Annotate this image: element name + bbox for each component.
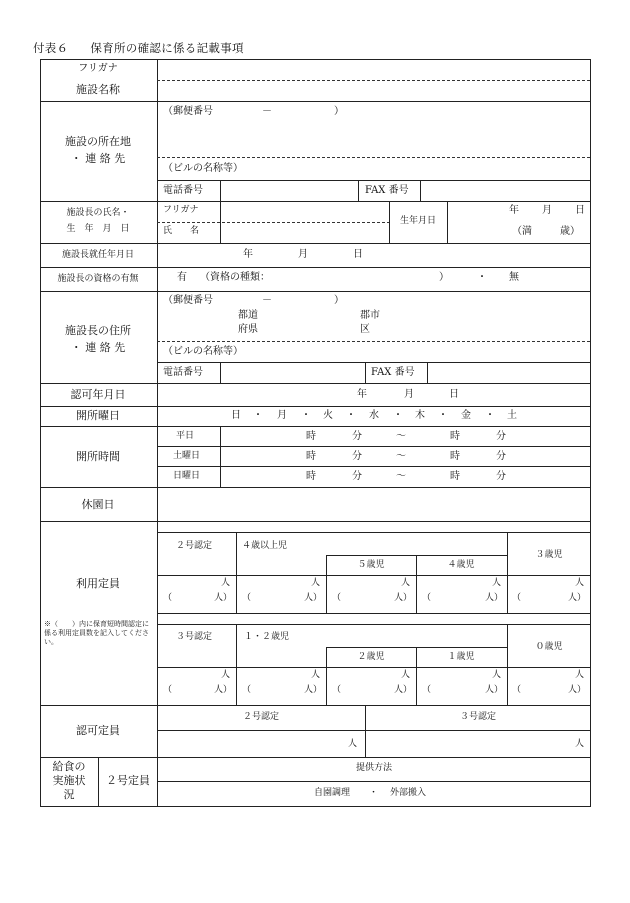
location-building-label: （ビルの名称等）: [163, 163, 243, 174]
approval-date-label: 認可年月日: [70, 388, 126, 401]
director-age-open: （満: [512, 226, 532, 237]
location-address-input[interactable]: [158, 120, 590, 156]
cap3-12-person: 人: [310, 670, 320, 680]
approval-month: 月: [404, 389, 414, 400]
cap2-total-person: 人: [220, 578, 230, 588]
form-title-text: 保育所の確認に係る記載事項: [90, 41, 244, 55]
director-name-label: 氏 名: [163, 226, 200, 236]
cap2-total-open: （: [163, 593, 173, 603]
qualification-no[interactable]: 無: [509, 272, 519, 283]
approved-cert3-label: ３号認定: [459, 712, 497, 722]
qualification-kind-label: （資格の種類：: [200, 272, 270, 283]
cap-age2-label: ２歳児: [357, 652, 385, 662]
cap3-age1-open: （: [422, 685, 432, 695]
address-label-2: ・ 連 絡 先: [70, 341, 126, 354]
capacity-label: 利用定員: [76, 577, 120, 590]
cap2-age5-short: 人）: [393, 593, 412, 603]
open-days-label: 開所曜日: [76, 409, 120, 422]
capacity-note: ※（ ）内に保育短時間認定に係る利用定員数を記入してください。: [44, 620, 149, 646]
cap3-total-short: 人）: [213, 685, 232, 695]
cap3-age0-short: 人）: [567, 685, 586, 695]
address-phone-input[interactable]: [221, 363, 365, 383]
hours-tilde: ～: [396, 431, 406, 442]
director-furigana-label: フリガナ: [163, 205, 199, 215]
address-ku: 区: [360, 324, 370, 335]
hours-hour: 時: [450, 431, 460, 442]
day-fri[interactable]: 金: [461, 410, 471, 421]
approval-day: 日: [449, 389, 459, 400]
day-wed[interactable]: 水: [369, 410, 379, 421]
cap-age0-label: ０歳児: [535, 642, 563, 652]
hours-minute: 分: [352, 471, 362, 482]
cap-age5-label: ５歳児: [357, 560, 385, 570]
hours-hour: 時: [306, 471, 316, 482]
hours-label: 開所時間: [76, 450, 120, 463]
day-sep: ・: [393, 410, 403, 421]
location-phone-input[interactable]: [221, 181, 358, 201]
hours-tilde: ～: [396, 471, 406, 482]
cap-age1-label: １歳児: [447, 652, 475, 662]
meals-sub-label: ２号定員: [106, 774, 150, 787]
cap-age4plus-label: ４歳以上児: [242, 541, 288, 551]
hours-hour: 時: [450, 471, 460, 482]
hours-minute: 分: [496, 471, 506, 482]
cap-cert2-label: ２号認定: [176, 541, 213, 551]
cap2-age3-person: 人: [574, 578, 584, 588]
qualification-close: ）: [439, 272, 449, 283]
cap2-4plus-short: 人）: [303, 593, 322, 603]
hours-hour: 時: [450, 451, 460, 462]
location-postal-close: ）: [334, 106, 344, 117]
day-tue[interactable]: 火: [323, 410, 333, 421]
holiday-input[interactable]: [158, 488, 590, 521]
hours-minute: 分: [352, 451, 362, 462]
cap2-age5-person: 人: [400, 578, 410, 588]
facility-name-input[interactable]: [158, 82, 590, 101]
day-mon[interactable]: 月: [277, 410, 287, 421]
hours-tilde: ～: [396, 451, 406, 462]
location-fax-label: FAX 番号: [365, 185, 409, 196]
director-name-input[interactable]: [221, 224, 389, 243]
approved-cert3-input[interactable]: [366, 731, 590, 757]
cap3-age0-person: 人: [574, 670, 584, 680]
cap2-age4-person: 人: [491, 578, 501, 588]
approved-cert2-person: 人: [348, 739, 358, 749]
form-number: 付表６: [33, 41, 69, 55]
appointment-label: 施設長就任年月日: [61, 250, 135, 260]
day-sep: ・: [301, 410, 311, 421]
approved-capacity-label: 認可定員: [76, 724, 120, 737]
location-phone-label: 電話番号: [163, 185, 203, 196]
address-phone-label: 電話番号: [163, 367, 203, 378]
meals-label-1: 給食の: [52, 760, 86, 773]
cap3-total-open: （: [163, 685, 173, 695]
location-postal-dash: －: [262, 106, 272, 117]
hours-hour: 時: [306, 451, 316, 462]
address-input[interactable]: [158, 309, 590, 340]
cap3-age0-open: （: [512, 685, 522, 695]
director-furigana-input[interactable]: [221, 202, 389, 222]
facility-furigana-label: フリガナ: [78, 63, 118, 74]
address-building-label: （ビルの名称等）: [163, 346, 243, 357]
hours-minute: 分: [496, 431, 506, 442]
approval-year: 年: [357, 389, 367, 400]
appointment-day: 日: [353, 249, 363, 260]
cap3-age1-short: 人）: [484, 685, 503, 695]
cap2-age3-short: 人）: [567, 593, 586, 603]
day-sep: ・: [253, 410, 263, 421]
hours-sunday-label: 日曜日: [173, 471, 201, 481]
qualification-label: 施設長の資格の有無: [57, 274, 139, 284]
cap2-4plus-person: 人: [310, 578, 320, 588]
qualification-dot: ・: [477, 272, 487, 283]
cap2-age5-open: （: [332, 593, 342, 603]
cap-cert3-label: ３号認定: [176, 632, 213, 642]
day-sun[interactable]: 日: [231, 410, 241, 421]
address-fuken: 府県: [238, 324, 258, 335]
day-thu[interactable]: 木: [415, 410, 425, 421]
cap2-age4-open: （: [422, 593, 432, 603]
meals-option-dot: ・: [369, 788, 379, 798]
director-birth-month: 月: [542, 205, 552, 216]
address-postal-dash: －: [262, 295, 272, 306]
location-postal-label: （郵便番号: [163, 106, 213, 117]
day-sep: ・: [438, 410, 448, 421]
meals-option-outside[interactable]: 外部搬入: [390, 788, 427, 798]
director-label-2: 生 年 月 日: [66, 224, 130, 234]
meals-option-self[interactable]: 自園調理: [314, 788, 351, 798]
cap2-4plus-open: （: [242, 593, 252, 603]
appointment-year: 年: [243, 249, 253, 260]
approved-cert2-label: ２号認定: [242, 712, 280, 722]
cap3-total-person: 人: [220, 670, 230, 680]
address-fax-label: FAX 番号: [371, 367, 415, 378]
cap3-age2-person: 人: [400, 670, 410, 680]
cap3-12-short: 人）: [303, 685, 322, 695]
meals-method-label: 提供方法: [355, 763, 393, 773]
holiday-label: 休園日: [81, 498, 115, 511]
appointment-month: 月: [298, 249, 308, 260]
address-todo: 都道: [238, 310, 258, 321]
approved-cert3-person: 人: [575, 739, 585, 749]
location-label-2: ・ 連 絡 先: [70, 152, 126, 165]
facility-furigana-input[interactable]: [158, 61, 590, 80]
address-fax-input[interactable]: [428, 363, 590, 383]
approved-cert2-input[interactable]: [158, 731, 365, 757]
meals-label-3: 況: [63, 788, 75, 801]
hours-saturday-label: 土曜日: [173, 451, 201, 461]
cap-age3-label: ３歳児: [535, 550, 563, 560]
director-birth-year: 年: [509, 205, 519, 216]
facility-name-label: 施設名称: [76, 83, 120, 96]
address-gunshi: 郡市: [360, 310, 380, 321]
cap3-age2-open: （: [332, 685, 342, 695]
cap3-age2-short: 人）: [393, 685, 412, 695]
address-postal-label: （郵便番号: [163, 295, 213, 306]
director-age-close: 歳）: [560, 226, 580, 237]
hours-minute: 分: [352, 431, 362, 442]
address-postal-close: ）: [334, 295, 344, 306]
qualification-yes[interactable]: 有: [177, 272, 187, 283]
cap2-age3-open: （: [512, 593, 522, 603]
director-label-1: 施設長の氏名・: [66, 208, 130, 218]
location-label-1: 施設の所在地: [65, 135, 131, 148]
cap2-total-short: 人）: [213, 593, 232, 603]
location-fax-input[interactable]: [421, 181, 590, 201]
qualification-kind-input[interactable]: [275, 270, 435, 288]
address-label-1: 施設長の住所: [65, 324, 131, 337]
cap2-age4-short: 人）: [484, 593, 503, 603]
cap3-12-open: （: [242, 685, 252, 695]
day-sep: ・: [485, 410, 495, 421]
day-sat[interactable]: 土: [507, 410, 517, 421]
hours-weekday-label: 平日: [176, 431, 195, 441]
cap-age12-label: １・２歳児: [244, 632, 290, 642]
meals-label-2: 実施状: [52, 774, 86, 787]
cap-age4-label: ４歳児: [447, 560, 475, 570]
hours-minute: 分: [496, 451, 506, 462]
day-sep: ・: [346, 410, 356, 421]
director-birth-day: 日: [575, 205, 585, 216]
hours-hour: 時: [306, 431, 316, 442]
cap3-age1-person: 人: [491, 670, 501, 680]
director-birth-label: 生年月日: [399, 216, 437, 226]
